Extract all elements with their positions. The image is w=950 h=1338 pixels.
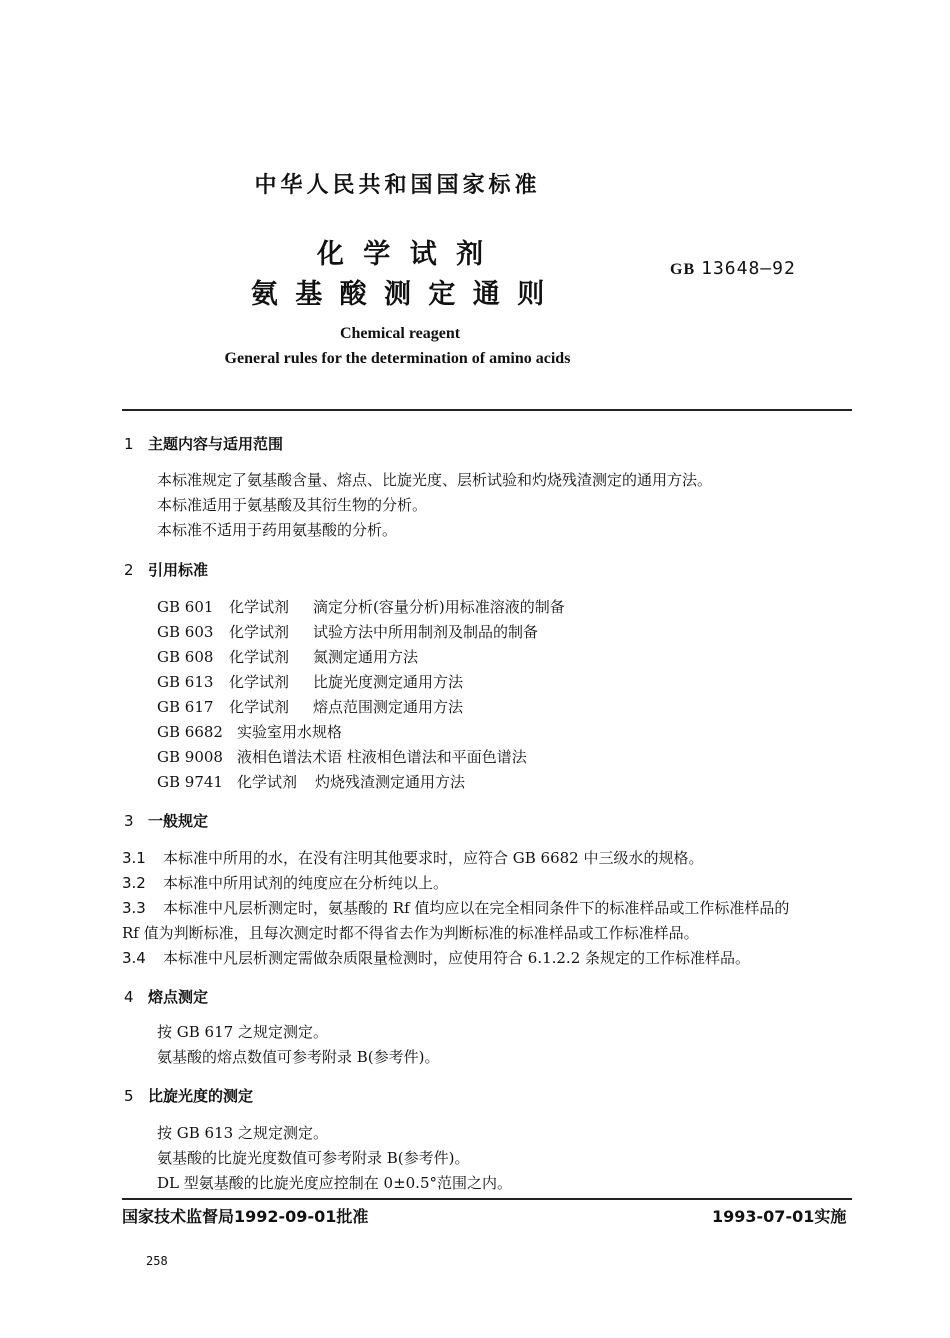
- reference-row: [157, 596, 565, 617]
- reference-row: [157, 646, 418, 667]
- reference-row: [157, 621, 538, 642]
- reference-row: [157, 746, 527, 767]
- reference-code: GB 6682: [157, 723, 223, 741]
- clause-item: [122, 947, 750, 968]
- section-title: 熔点测定: [148, 988, 209, 1006]
- reference-name: 滴定分析(容量分析)用标准溶液的制备: [313, 598, 565, 616]
- clause-item: [122, 847, 704, 868]
- reference-code: GB 608: [157, 648, 214, 666]
- section-number: 5: [124, 1087, 134, 1105]
- section-5-heading: [124, 1085, 253, 1106]
- approval-date: 国家技术监督局1992-09-01批准: [122, 1207, 369, 1226]
- section-1-heading: [124, 433, 283, 454]
- clause-number: 3.1: [122, 849, 146, 867]
- header-divider: [122, 409, 852, 411]
- section-title: 比旋光度的测定: [148, 1087, 254, 1105]
- paragraph: 按 GB 617 之规定测定。: [157, 1023, 328, 1041]
- section-number: 4: [124, 988, 134, 1006]
- section-title: 一般规定: [148, 812, 209, 830]
- reference-code: GB 9008: [157, 748, 223, 766]
- reference-name: 试验方法中所用制剂及制品的制备: [313, 623, 539, 641]
- clause-number: 3.2: [122, 874, 146, 892]
- reference-name: 灼烧残渣测定通用方法: [315, 773, 466, 791]
- reference-code: GB 601: [157, 598, 214, 616]
- page-number: 258: [146, 1254, 168, 1268]
- reference-row: [157, 721, 342, 742]
- standard-code: [670, 258, 796, 279]
- standard-number: 13648—92: [701, 258, 796, 279]
- footer-divider: [122, 1198, 852, 1200]
- reference-category: 化学试剂: [229, 623, 290, 641]
- paragraph: 本标准规定了氨基酸含量、熔点、比旋光度、层析试验和灼烧残渣测定的通用方法。: [157, 471, 713, 489]
- clause-number: 3.3: [122, 899, 146, 917]
- effective-date: 1993-07-01实施: [712, 1207, 847, 1226]
- clause-text: 本标准中凡层析测定时，氨基酸的 Rf 值均应以在完全相同条件下的标准样品或工作标准样品的: [163, 899, 790, 917]
- clause-text: 本标准中凡层析测定需做杂质限量检测时，应使用符合 6.1.2.2 条规定的工作标准样品。: [163, 949, 751, 967]
- reference-row: [157, 696, 463, 717]
- clause-text: 本标准中所用试剂的纯度应在分析纯以上。: [163, 874, 449, 892]
- section-3-heading: [124, 810, 208, 831]
- reference-code: GB 613: [157, 673, 214, 691]
- paragraph: 氨基酸的熔点数值可参考附录 B(参考件)。: [157, 1048, 440, 1066]
- section-number: 1: [124, 435, 134, 453]
- english-title-line-1: Chemical reagent: [339, 325, 461, 342]
- section-2-heading: [124, 559, 208, 580]
- section-title: 主题内容与适用范围: [148, 435, 284, 453]
- section-4-heading: [124, 986, 208, 1007]
- paragraph: 本标准适用于氨基酸及其衍生物的分析。: [157, 496, 428, 514]
- reference-category: 化学试剂: [237, 773, 298, 791]
- reference-row: [157, 771, 465, 792]
- clause-text: 本标准中所用的水，在没有注明其他要求时，应符合 GB 6682 中三级水的规格。: [163, 849, 704, 867]
- reference-name: 实验室用水规格: [237, 723, 343, 741]
- clause-item: [122, 897, 789, 918]
- paragraph: 按 GB 613 之规定测定。: [157, 1124, 328, 1142]
- reference-row: [157, 671, 463, 692]
- paragraph: 氨基酸的比旋光度数值可参考附录 B(参考件)。: [157, 1149, 470, 1167]
- reference-name: 比旋光度测定通用方法: [313, 673, 464, 691]
- title-line-1: 化 学 试 剂: [316, 239, 484, 270]
- reference-code: GB 9741: [157, 773, 223, 791]
- paragraph: DL 型氨基酸的比旋光度应控制在 0±0.5°范围之内。: [157, 1174, 512, 1192]
- reference-name: 熔点范围测定通用方法: [313, 698, 464, 716]
- reference-category: 化学试剂: [229, 648, 290, 666]
- clause-item: [122, 872, 448, 893]
- section-number: 2: [124, 561, 134, 579]
- clause-continuation: [122, 922, 699, 943]
- org-title: 中华人民共和国国家标准: [254, 173, 541, 198]
- paragraph: 本标准不适用于药用氨基酸的分析。: [157, 521, 398, 539]
- reference-category: 化学试剂: [229, 673, 290, 691]
- reference-code: GB 603: [157, 623, 214, 641]
- title-line-2: 氨 基 酸 测 定 通 则: [250, 279, 545, 310]
- reference-code: GB 617: [157, 698, 214, 716]
- reference-name: 液相色谱法术语 柱液相色谱法和平面色谱法: [237, 748, 527, 766]
- reference-name: 氮测定通用方法: [313, 648, 419, 666]
- reference-category: 化学试剂: [229, 698, 290, 716]
- clause-text: Rf 值为判断标准，且每次测定时都不得省去作为判断标准的标准样品或工作标准样品。: [122, 924, 699, 942]
- section-number: 3: [124, 812, 134, 830]
- standard-prefix: GB: [670, 261, 696, 278]
- section-title: 引用标准: [148, 561, 209, 579]
- clause-number: 3.4: [122, 949, 146, 967]
- reference-category: 化学试剂: [229, 598, 290, 616]
- english-title-line-2: General rules for the determination of amino acids: [224, 350, 571, 367]
